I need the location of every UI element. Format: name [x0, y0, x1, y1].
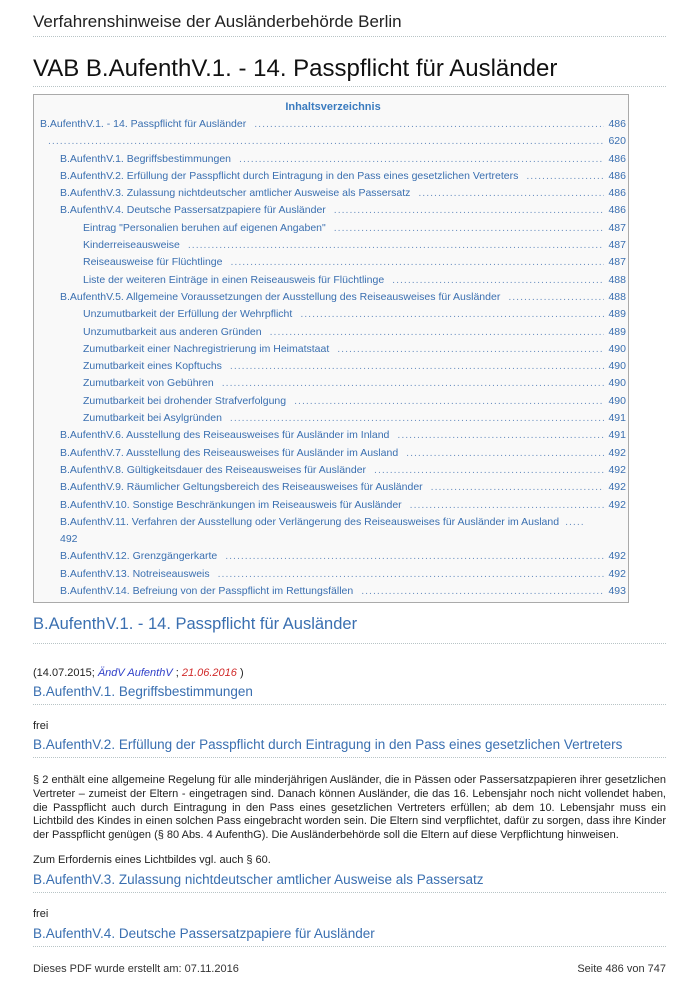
- toc-entry-page[interactable]: 493: [608, 585, 626, 598]
- toc-entry-label[interactable]: Zumutbarkeit eines Kopftuchs: [83, 360, 222, 373]
- toc-entry-label[interactable]: Liste der weiteren Einträge in einen Reiseausweis für Flüchtlinge: [83, 273, 385, 286]
- toc-leader-dots: .....: [565, 515, 585, 528]
- toc-entry[interactable]: [40, 272, 626, 289]
- toc-entry[interactable]: [40, 220, 626, 237]
- toc-entry-label[interactable]: B.AufenthV.13. Notreiseausweis: [60, 567, 210, 580]
- toc-entry-page[interactable]: 486: [608, 204, 626, 217]
- revision-note: [33, 666, 666, 680]
- section-3-text: frei: [33, 907, 49, 920]
- toc-entry-label[interactable]: Zumutbarkeit von Gebühren: [83, 377, 214, 390]
- toc-leader-dots: [48, 133, 604, 150]
- toc-entry-label[interactable]: Eintrag "Personalien beruhen auf eigenen Angaben": [83, 221, 326, 234]
- toc-entry[interactable]: [40, 168, 626, 185]
- toc-entry-page[interactable]: 487: [608, 221, 626, 234]
- toc-list: [40, 116, 626, 600]
- toc-entry[interactable]: [40, 116, 626, 133]
- toc-entry[interactable]: [40, 133, 626, 150]
- toc-entry[interactable]: [40, 479, 626, 496]
- section-heading-3: B.AufenthV.3. Zulassung nichtdeutscher amtlicher Ausweise als Passersatz: [33, 870, 666, 893]
- toc-entry[interactable]: [40, 393, 626, 410]
- toc-entry-page[interactable]: 489: [608, 308, 626, 321]
- toc-entry-page[interactable]: 620: [608, 135, 626, 148]
- toc-entry-page[interactable]: 492: [608, 567, 626, 580]
- toc-entry-label[interactable]: B.AufenthV.7. Ausstellung des Reiseausweises für Ausländer im Ausland: [60, 446, 399, 459]
- toc-entry[interactable]: [40, 341, 626, 358]
- toc-entry[interactable]: [40, 375, 626, 392]
- toc-leader-dots: [392, 272, 604, 289]
- toc-entry-label[interactable]: B.AufenthV.9. Räumlicher Geltungsbereich des Reiseausweises für Ausländer: [60, 481, 423, 494]
- toc-entry-label[interactable]: B.AufenthV.1. Begriffsbestimmungen: [60, 152, 232, 165]
- toc-entry-label[interactable]: Kinderreiseausweise: [83, 239, 180, 252]
- toc-leader-dots: [508, 289, 604, 306]
- toc-entry[interactable]: [40, 306, 626, 323]
- toc-entry-page[interactable]: 486: [608, 169, 626, 182]
- toc-entry-label[interactable]: Zumutbarkeit einer Nachregistrierung im Heimatstaat: [83, 342, 330, 355]
- toc-leader-dots: [406, 445, 604, 462]
- toc-entry-page[interactable]: 490: [608, 360, 626, 373]
- toc-entry-label[interactable]: Reiseausweise für Flüchtlinge: [83, 256, 223, 269]
- toc-leader-dots: [418, 185, 604, 202]
- toc-entry[interactable]: [40, 583, 626, 600]
- toc-leader-dots: [222, 375, 605, 392]
- toc-entry-page[interactable]: 490: [608, 342, 626, 355]
- section-1-text: frei: [33, 720, 49, 733]
- toc-entry-page[interactable]: 492: [60, 533, 78, 546]
- toc-entry-label[interactable]: Zumutbarkeit bei drohender Strafverfolgung: [83, 394, 287, 407]
- toc-leader-dots: [218, 566, 605, 583]
- section-2-paragraph-2: Zum Erfordernis eines Lichtbildes vgl. auch § 60.: [33, 854, 271, 867]
- page: [33, 0, 666, 947]
- section-heading-4: B.AufenthV.4. Deutsche Passersatzpapiere für Ausländer: [33, 924, 666, 947]
- toc-leader-dots: [374, 462, 604, 479]
- toc-entry[interactable]: [40, 237, 626, 254]
- toc-entry[interactable]: [40, 185, 626, 202]
- toc-leader-dots: [300, 306, 604, 323]
- toc-leader-dots: [225, 548, 604, 565]
- toc-heading: Inhaltsverzeichnis: [285, 101, 381, 113]
- toc-leader-dots: [337, 341, 604, 358]
- section-2-paragraph-1: § 2 enthält eine allgemeine Regelung für alle minderjährigen Ausländer, die in Pässen oder Passersatzpapieren ihrer gesetzlichen Vertreter – zumeist der Eltern - eingetragen sind. Danach können Ausländer, die das 16. Lebensjahr noch nicht vollendet haben, die Passpflicht auch durch Eintragung in den Pass eines gesetzlichen Vertreters erfüllen; ab dem 10. Lebensjahr muss ein Lichtbild des Kindes in einen solchen Pass eingebracht worden sein. Die Eltern sind verpflichtet, dafür zu sorgen, dass ihre Kinder der Passpflicht genügen (§ 80 Abs. 4 AufenthG). Die Ausländerbehörde soll die Eltern auf diese Verpflichtung hinweisen.: [33, 774, 666, 841]
- toc-leader-dots: [526, 168, 604, 185]
- toc-leader-dots: [431, 479, 605, 496]
- footer-page-number: Seite 486 von 747: [577, 963, 666, 975]
- running-header: Verfahrenshinweise der Ausländerbehörde Berlin: [33, 0, 666, 37]
- toc-entry[interactable]: [40, 427, 626, 444]
- toc-entry-page[interactable]: 489: [608, 325, 626, 338]
- toc-entry[interactable]: [40, 202, 626, 219]
- toc-entry-label[interactable]: Unzumutbarkeit aus anderen Gründen: [83, 325, 262, 338]
- toc-leader-dots: [254, 116, 604, 133]
- toc-entry[interactable]: [40, 410, 626, 427]
- section-heading-1: B.AufenthV.1. Begriffsbestimmungen: [33, 682, 666, 705]
- toc-entry-page[interactable]: 486: [608, 152, 626, 165]
- toc-entry-page[interactable]: 492: [608, 550, 626, 563]
- table-of-contents: [33, 94, 629, 603]
- toc-leader-dots: [294, 393, 604, 410]
- toc-entry[interactable]: [40, 497, 626, 514]
- toc-entry-label[interactable]: B.AufenthV.8. Gültigkeitsdauer des Reiseausweises für Ausländer: [60, 463, 367, 476]
- revision-open: (14.07.2015;: [33, 667, 98, 680]
- toc-entry[interactable]: [40, 548, 626, 565]
- toc-entry-page[interactable]: 492: [608, 481, 626, 494]
- toc-leader-dots: [239, 151, 604, 168]
- toc-entry-page[interactable]: 488: [608, 273, 626, 286]
- toc-entry-label[interactable]: B.AufenthV.10. Sonstige Beschränkungen im Reiseausweis für Ausländer: [60, 498, 402, 511]
- toc-leader-dots: [230, 254, 604, 271]
- toc-entry-label[interactable]: Unzumutbarkeit der Erfüllung der Wehrpflicht: [83, 308, 293, 321]
- toc-entry-page[interactable]: 486: [608, 118, 626, 130]
- toc-entry[interactable]: [40, 514, 626, 549]
- toc-entry-page[interactable]: 492: [608, 463, 626, 476]
- toc-entry-label[interactable]: B.AufenthV.1. - 14. Passpflicht für Ausländer: [40, 118, 247, 130]
- toc-entry-label[interactable]: B.AufenthV.4. Deutsche Passersatzpapiere für Ausländer: [60, 204, 326, 217]
- amendment-link[interactable]: ÄndV AufenthV: [97, 667, 173, 680]
- revision-sep: ;: [172, 667, 182, 680]
- toc-entry[interactable]: [40, 324, 626, 341]
- toc-entry-label[interactable]: B.AufenthV.11. Verfahren der Ausstellung oder Verlängerung des Reiseausweises für Ausländer im Ausland: [60, 515, 560, 528]
- toc-leader-dots: [270, 324, 605, 341]
- toc-entry-label[interactable]: B.AufenthV.6. Ausstellung des Reiseausweises für Ausländer im Inland: [60, 429, 390, 442]
- footer-created-date: Dieses PDF wurde erstellt am: 07.11.2016: [33, 963, 239, 975]
- toc-leader-dots: [230, 410, 605, 427]
- amendment-date: 21.06.2016: [181, 667, 237, 680]
- toc-entry-label[interactable]: B.AufenthV.14. Befreiung von der Passpflicht im Rettungsfällen: [60, 585, 354, 598]
- toc-leader-dots: [230, 358, 605, 375]
- toc-entry-page[interactable]: 492: [608, 446, 626, 459]
- toc-leader-dots: [397, 427, 604, 444]
- toc-entry-label[interactable]: B.AufenthV.3. Zulassung nichtdeutscher amtlicher Ausweise als Passersatz: [60, 187, 411, 200]
- toc-entry[interactable]: [40, 254, 626, 271]
- toc-leader-dots: [410, 497, 605, 514]
- toc-entry-label[interactable]: B.AufenthV.5. Allgemeine Voraussetzungen der Ausstellung des Reiseausweises für Ausländer: [60, 290, 501, 303]
- toc-entry[interactable]: [40, 445, 626, 462]
- toc-entry-page[interactable]: 487: [608, 256, 626, 269]
- toc-entry[interactable]: [40, 151, 626, 168]
- section-heading-2: B.AufenthV.2. Erfüllung der Passpflicht durch Eintragung in den Pass eines gesetzlichen Vertreters: [33, 735, 666, 758]
- toc-leader-dots: [334, 202, 605, 219]
- toc-entry-page[interactable]: 491: [608, 429, 626, 442]
- document-title: VAB B.AufenthV.1. - 14. Passpflicht für Ausländer: [33, 54, 666, 87]
- toc-entry-label[interactable]: B.AufenthV.12. Grenzgängerkarte: [60, 550, 218, 563]
- toc-entry-page[interactable]: 486: [608, 187, 626, 200]
- toc-entry[interactable]: [40, 289, 626, 306]
- toc-entry-page[interactable]: 490: [608, 394, 626, 407]
- toc-entry[interactable]: [40, 462, 626, 479]
- toc-entry-label[interactable]: B.AufenthV.2. Erfüllung der Passpflicht durch Eintragung in den Pass eines gesetzlichen Vertreters: [60, 169, 519, 182]
- main-section-heading: B.AufenthV.1. - 14. Passpflicht für Ausländer: [33, 613, 666, 644]
- toc-leader-dots: [361, 583, 604, 600]
- toc-entry-page[interactable]: 492: [608, 498, 626, 511]
- revision-close: ): [236, 667, 244, 680]
- toc-entry-label[interactable]: Zumutbarkeit bei Asylgründen: [83, 412, 222, 425]
- page-footer: [33, 963, 666, 975]
- toc-entry-page[interactable]: 487: [608, 239, 626, 252]
- toc-entry[interactable]: [40, 358, 626, 375]
- toc-leader-dots: [188, 237, 605, 254]
- toc-entry-page[interactable]: 491: [608, 412, 626, 425]
- toc-entry-page[interactable]: 488: [608, 290, 626, 303]
- toc-entry-page[interactable]: 490: [608, 377, 626, 390]
- toc-leader-dots: [334, 220, 605, 237]
- toc-entry[interactable]: [40, 566, 626, 583]
